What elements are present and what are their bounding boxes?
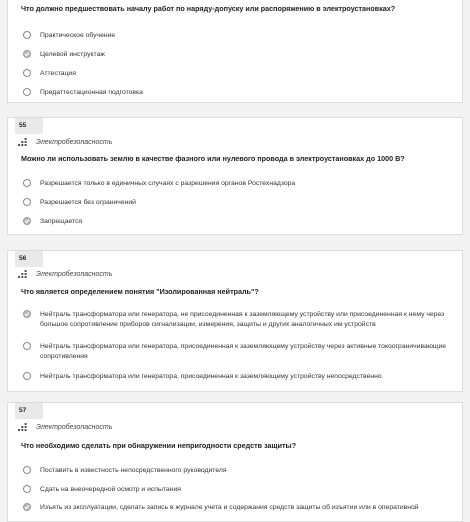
radio-button[interactable] <box>23 372 31 380</box>
answer-option-selected[interactable] <box>23 311 448 330</box>
answer-label: Поставить в известность непосредственного руководителя <box>40 467 227 474</box>
category-label: Электробезопасность <box>36 271 113 278</box>
answer-option[interactable] <box>23 180 448 189</box>
radio-button[interactable] <box>23 69 31 77</box>
radio-button[interactable] <box>23 485 31 493</box>
question-card-55 <box>7 117 463 235</box>
radio-button[interactable] <box>23 342 31 350</box>
category-label: Электробезопасность <box>36 139 113 146</box>
question-number: 55 <box>15 118 43 134</box>
radio-button[interactable] <box>23 88 31 96</box>
answer-label: Сдать на внеочередной осмотр и испытания <box>40 486 181 493</box>
answer-option[interactable] <box>23 486 448 495</box>
radio-button-checked[interactable] <box>23 217 31 225</box>
answer-option-selected[interactable] <box>23 218 448 227</box>
radio-button[interactable] <box>23 31 31 39</box>
category-icon <box>18 138 30 147</box>
category-icon <box>18 423 30 432</box>
answer-label: Нейтраль трансформатора или генератора, присоединенная к заземляющему устройству непосредственно <box>40 373 382 380</box>
question-category <box>18 423 112 432</box>
check-icon <box>24 311 30 317</box>
question-text: Можно ли использовать землю в качестве фазного или нулевого провода в электроустановках до 1000 В? <box>21 154 405 163</box>
answer-option[interactable] <box>23 89 448 98</box>
answer-label: Разрешается без ограничений <box>40 199 136 206</box>
answer-label: Предаттестационная подготовка <box>40 89 143 96</box>
question-text: Что является определением понятия "Изолированная нейтраль"? <box>21 287 259 296</box>
answer-option[interactable] <box>23 373 448 382</box>
check-icon <box>24 218 30 224</box>
check-icon <box>24 51 30 57</box>
answer-option[interactable] <box>23 467 448 476</box>
answer-label: Изъять из эксплуатации, сделать запись в журнале учета и содержания средств защиты об изъятии или в оперативной <box>40 504 419 511</box>
question-number: 56 <box>15 251 43 267</box>
category-icon <box>18 270 30 279</box>
answer-option[interactable] <box>23 199 448 208</box>
answer-label: Нейтраль трансформатора или генератора, присоединенная к заземляющему устройству через активные токоограничивающие сопротивления <box>40 343 447 360</box>
answer-label: Нейтраль трансформатора или генератора, не присоединенная к заземляющему устройству или присоединенная к нему через большое сопротивление приборов сигнализации, измерения, защиты и других аналогичных им устройств <box>40 311 445 328</box>
answer-option-selected[interactable] <box>23 51 448 60</box>
radio-button-checked[interactable] <box>23 50 31 58</box>
question-category <box>18 270 112 279</box>
question-text: Что должно предшествовать началу работ по наряду-допуску или распоряжению в электроустановках? <box>21 4 396 13</box>
answer-label: Разрешается только в единичных случаях с разрешения органов Ростехнадзора <box>40 180 296 187</box>
question-number: 57 <box>15 403 43 419</box>
question-text: Что необходимо сделать при обнаружении непригодности средств защиты? <box>21 441 297 450</box>
check-icon <box>24 504 30 510</box>
category-label: Электробезопасность <box>36 424 113 431</box>
question-card-54 <box>7 0 463 103</box>
question-card-57 <box>7 402 463 522</box>
radio-button[interactable] <box>23 466 31 474</box>
radio-button[interactable] <box>23 198 31 206</box>
radio-button-checked[interactable] <box>23 310 31 318</box>
answer-label: Аттестация <box>40 70 76 77</box>
question-card-56 <box>7 250 463 392</box>
answer-label: Запрещается <box>40 218 83 225</box>
question-category <box>18 138 112 147</box>
radio-button[interactable] <box>23 179 31 187</box>
answer-label: Практическое обучение <box>40 32 116 39</box>
radio-button-checked[interactable] <box>23 503 31 511</box>
answer-option[interactable] <box>23 32 448 41</box>
answer-option[interactable] <box>23 343 448 362</box>
answer-label: Целевой инструктаж <box>40 51 105 58</box>
answer-option[interactable] <box>23 70 448 79</box>
